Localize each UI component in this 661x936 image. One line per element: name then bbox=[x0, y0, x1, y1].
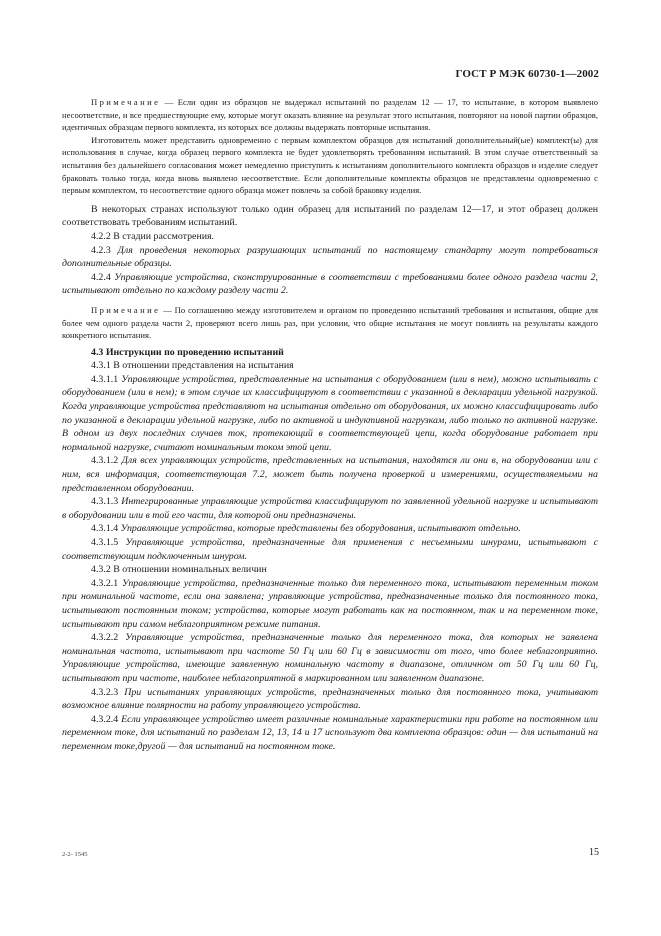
clause-number: 4.3.2.4 bbox=[91, 713, 122, 725]
clause-4-3-2: 4.3.2 В отношении номинальных величин bbox=[91, 564, 267, 576]
clause-4-3-1-3 bbox=[62, 495, 598, 522]
clause-text: При испытаниях управляющих устройств, предназначенных только для постоянного тока, учитывают возможное влияние полярности на работу управляющего устройства. bbox=[62, 686, 598, 712]
clause-4-2-4 bbox=[62, 271, 598, 298]
paragraph-countries: В некоторых странах используют только один образец для испытаний по разделам 12—17, и этот образец должен соответствовать требованиям испытаний. bbox=[62, 203, 598, 229]
page-number: 15 bbox=[589, 847, 599, 858]
clause-text: Если управляющее устройство имеет различные номинальные характеристики при работе на постоянном или переменном токе, для испытаний по разделам 12, 13, 14 и 17 используют два комплекта образцов: один — для испытаний на переменном токе,другой — для испытаний на постоянном токе. bbox=[62, 713, 598, 752]
clause-text: Управляющие устройства, которые представлены без оборудования, испытывают отдельно. bbox=[120, 523, 521, 535]
clause-number: 4.2.4 bbox=[91, 271, 115, 283]
clause-number: 4.3.1.4 bbox=[91, 523, 121, 535]
clause-text: Управляющие устройства, сконструированные в соответствии с требованиями более одного раздела части 2, испытывают отдельно по каждому разделу части 2. bbox=[62, 271, 599, 297]
clause-4-3-1-4 bbox=[62, 522, 598, 536]
clause-text: Управляющие устройства, предназначенные только для переменного тока, испытывают переменным током при номинальной частоте, если она заявлена; управляющие устройства, предназначенные только для постоянного тока, испытывают постоянным током; устройства, которые могут работать как на постоянном, так и на переменном токе, испытывают при самом неблагоприятном режиме питания. bbox=[62, 577, 599, 630]
note-text: — Если один из образцов не выдержал испытаний по разделам 12 — 17, то испытание, в котором выявлено несоответствие, и все предшествующие ему, которые могут оказать влияние на результат этого испытания, повторяют на новой партии образцов, идентичных образцам первого комплекта, из которых все должны выдержать повторные испытания. bbox=[62, 97, 598, 133]
clause-4-2-3 bbox=[62, 244, 598, 271]
document-header: ГОСТ Р МЭК 60730-1—2002 bbox=[455, 68, 599, 80]
clause-4-3-2-3 bbox=[62, 686, 598, 713]
note-1 bbox=[62, 96, 598, 134]
clause-number: 4.3.1.5 bbox=[91, 537, 126, 548]
note-2 bbox=[62, 304, 598, 342]
clause-text: Для всех управляющих устройств, представленных на испытания, находятся ли они в, на оборудовании или с ним, вся информация, соответствующая 7.2, может быть получена проверкой и измерениями, осуществляемыми на представленном оборудовании. bbox=[62, 455, 598, 494]
clause-4-2-2: 4.2.2 В стадии рассмотрения. bbox=[91, 230, 215, 242]
clause-text: Управляющие устройства, предназначенные только для переменного тока, для которых не заявлена номинальная частота, испытывают при частоте 50 Гц или 60 Гц в зависимости от того, что более неблагоприятно. Управляющие устройства, имеющие заявленную номинальную частоту в диапазоне, отличном от 50 Гц или 60 Гц, испытывают при частоте, наиболее неблагоприятной в маркированном или заявленном диапазоне. bbox=[62, 632, 598, 684]
clause-number: 4.3.2.1 bbox=[91, 577, 122, 589]
clause-4-3-2-1 bbox=[62, 577, 598, 631]
clause-text: Для проведения некоторых разрушающих испытаний по настоящему стандарту могут потребоваться дополнительные образцы. bbox=[62, 244, 599, 270]
clause-number: 4.3.1.3 bbox=[91, 496, 122, 508]
clause-4-3-2-2 bbox=[62, 631, 598, 685]
clause-number: 4.3.2.2 bbox=[91, 632, 126, 644]
clause-text: Управляющие устройства, представленные на испытания с оборудованием (или в нем), можно испытывать с оборудованием (или в нем); в этом случае их классифицируют в соответствии с указанной в декларации удельной нагрузкой. Когда управляющие устройства представляют на испытания отдельно от оборудования, их можно классифицировать либо по указанной в декларации удельной нагрузке, либо по активной и индуктивной нагрузкам, либо только по активной нагрузке. В одном из двух последних случаев ток, протекающий в соответствующей цепи, когда оборудование работает при нормальной нагрузке, считают номинальным током этой цепи. bbox=[62, 373, 598, 453]
clause-4-3-1-2 bbox=[62, 454, 598, 495]
section-heading-4-3: 4.3 Инструкции по проведению испытаний bbox=[91, 346, 284, 358]
note-label: Примечание bbox=[91, 304, 161, 315]
clause-4-3-1: 4.3.1 В отношении представления на испытания bbox=[91, 360, 294, 372]
clause-4-3-1-1 bbox=[62, 373, 598, 455]
clause-4-3-1-5 bbox=[62, 536, 598, 563]
note-label: Примечание bbox=[91, 97, 161, 107]
page-content bbox=[62, 96, 598, 754]
note-1-paragraph-2: Изготовитель может представить одновременно с первым комплектом образцов для испытаний дополнительный(ые) комплект(ы) для использования в случае, когда образец первого комплекта не будет удовлетворять требованиям испытаний. В этом случае ответственный за испытания без дальнейшего согласования может немедленно приступить к испытаниям дополнительного комплекта образцов и изделие следует браковать только тогда, когда вновь выявлено несоответствие. Если дополнительные комплекты образцов не представлены одновременно с первым комплектом, то несоответствие одного образца может повлечь за собой браковку изделия. bbox=[62, 134, 598, 196]
clause-number: 4.3.1.1 bbox=[91, 373, 122, 385]
clause-number: 4.3.2.3 bbox=[91, 686, 125, 698]
clause-text: Интегрированные управляющие устройства классифицируют по заявленной удельной нагрузке и испытывают в оборудовании или в той его части, для которой они предназначены. bbox=[62, 496, 598, 521]
clause-text: Управляющие устройства, предназначенные для применения с несъемными шнурами, испытывают с соответствующим подключенным шнуром. bbox=[62, 537, 599, 562]
clause-4-3-2-4 bbox=[62, 713, 598, 754]
print-code: 2-2- 1545 bbox=[62, 851, 88, 858]
note-text: — По соглашению между изготовителем и органом по проведению испытаний требования и испытания, общие для более чем одного раздела части 2, проверяют всего лишь раз, при условии, что общие испытания не могут повлиять на результаты каждого конкретного испытания. bbox=[62, 304, 598, 341]
clause-number: 4.3.1.2 bbox=[91, 455, 122, 467]
clause-number: 4.2.3 bbox=[91, 244, 118, 256]
